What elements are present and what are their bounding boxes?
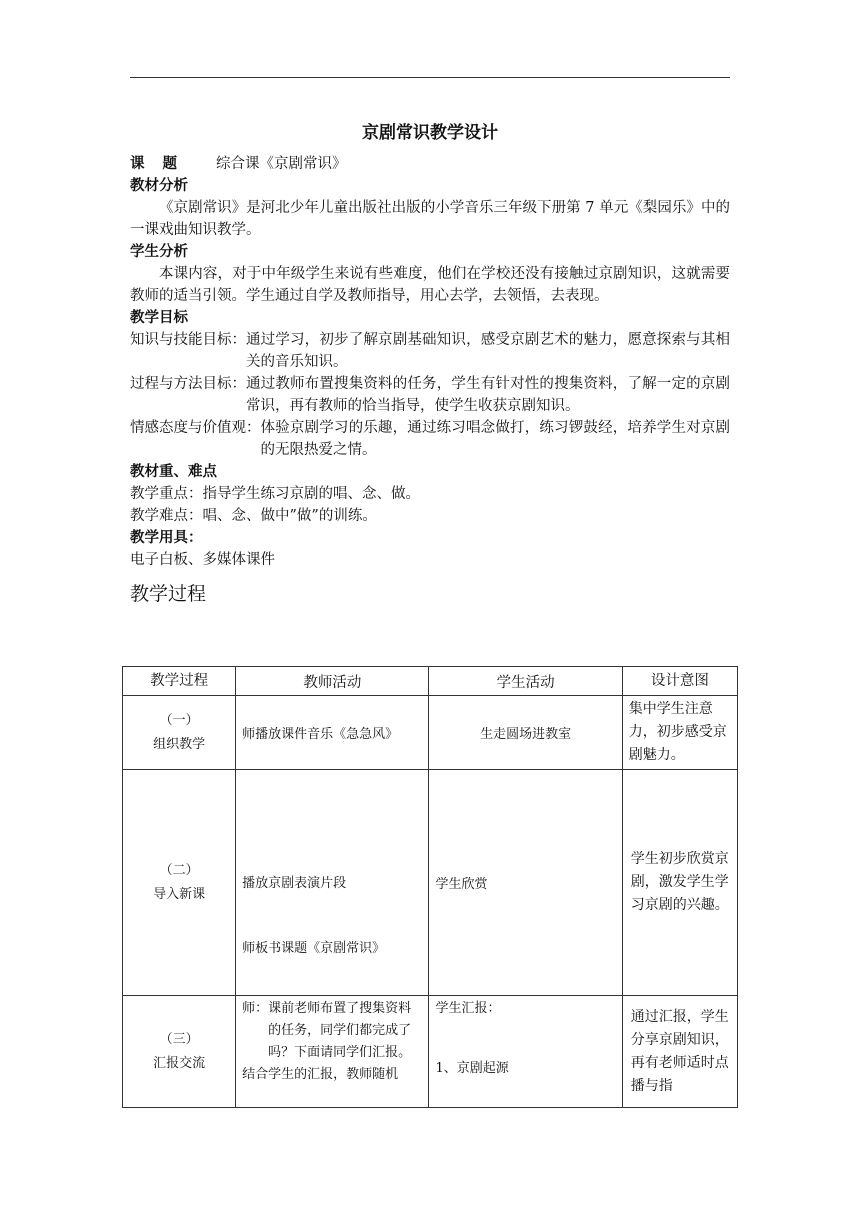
teacher-activity-line: 播放京剧表演片段: [242, 875, 347, 891]
student-activity-line: 1、京剧起源: [435, 1061, 509, 1076]
table-row: [123, 770, 738, 996]
student-analysis-heading: 学生分析: [130, 244, 188, 260]
step-name: 汇报交流: [153, 1055, 206, 1071]
tools-heading: 教学用具：: [130, 530, 203, 546]
student-activity: 学生欣赏: [429, 770, 622, 996]
step-name: 导入新课: [153, 886, 206, 902]
goal-knowledge-label: 知识与技能目标：: [130, 332, 246, 348]
table-row: [123, 696, 738, 770]
subject-value: 综合课《京剧常识》: [216, 156, 347, 172]
header-intent: 设计意图: [622, 667, 737, 696]
goal-process-text: 通过教师布置搜集资料的任务，学生有针对性的搜集资料，了解一定的京剧常识，再有教师的恰当指导，使学生收获京剧知识。: [246, 376, 730, 414]
teacher-activity: [236, 996, 429, 1108]
student-activity: 生走圆场进教室: [429, 696, 622, 770]
teacher-activity: 师播放课件音乐《急急风》: [236, 696, 429, 770]
table-row: [123, 996, 738, 1108]
design-intent: 通过汇报，学生分享京剧知识，再有老师适时点播与指: [622, 996, 737, 1108]
step-cell: [123, 996, 236, 1108]
key-points-heading: 教材重、难点: [130, 464, 217, 480]
goals-heading: 教学目标: [130, 310, 188, 326]
step-cell: [123, 770, 236, 996]
key-point-text: 教学重点：指导学生练习京剧的唱、念、做。: [130, 486, 420, 502]
goal-emotion-label: 情感态度与价值观：: [130, 420, 261, 436]
header-teacher: 教师活动: [236, 667, 429, 696]
document-title: 京剧常识教学设计: [362, 123, 498, 143]
process-table: [122, 666, 738, 1108]
teacher-activity: [236, 770, 429, 996]
step-number: （三）: [159, 1031, 199, 1047]
document-body: [130, 110, 730, 606]
material-analysis-text: 《京剧常识》是河北少年儿童出版社出版的小学音乐三年级下册第 7 单元《梨园乐》中的一课戏曲知识教学。: [130, 200, 730, 238]
header-student: 学生活动: [429, 667, 622, 696]
student-analysis-text: 本课内容，对于中年级学生来说有些难度，他们在学校还没有接触过京剧知识，这就需要教师的适当引领。学生通过自学及教师指导，用心去学，去领悟，去表现。: [130, 266, 730, 304]
subject-line: [130, 153, 730, 175]
design-intent: 集中学生注意力，初步感受京剧魅力。: [622, 696, 737, 770]
subject-label: 课题: [130, 156, 195, 172]
step-number: （一）: [159, 712, 199, 728]
goal-knowledge: [130, 329, 730, 373]
teacher-activity-line: 师板书课题《京剧常识》: [242, 940, 386, 956]
process-heading: 教学过程: [130, 583, 207, 605]
student-activity: [429, 996, 622, 1108]
tools-text: 电子白板、多媒体课件: [130, 552, 275, 568]
step-name: 组织教学: [153, 736, 206, 752]
table-header-row: [123, 667, 738, 696]
goal-emotion: [130, 417, 730, 461]
material-analysis-heading: 教材分析: [130, 178, 188, 194]
goal-emotion-text: 体验京剧学习的乐趣，通过练习唱念做打，练习锣鼓经，培养学生对京剧的无限热爱之情。: [260, 420, 730, 458]
difficult-point-text: 教学难点：唱、念、做中”做”的训练。: [130, 508, 377, 524]
goal-knowledge-text: 通过学习，初步了解京剧基础知识，感受京剧艺术的魅力，愿意探索与其相关的音乐知识。: [246, 332, 730, 370]
step-cell: [123, 696, 236, 770]
student-activity-line: 学生汇报：: [435, 1001, 501, 1016]
design-intent: 学生初步欣赏京剧，激发学生学习京剧的兴趣。: [622, 770, 737, 996]
step-number: （二）: [159, 862, 199, 878]
teacher-activity-line: 师：课前老师布置了搜集资料的任务，同学们都完成了吗？下面请同学们汇报。: [242, 1001, 412, 1060]
header-step: 教学过程: [123, 667, 236, 696]
goal-process: [130, 373, 730, 417]
teacher-activity-line: 结合学生的汇报，教师随机: [242, 1067, 399, 1082]
header-rule: [130, 77, 730, 78]
goal-process-label: 过程与方法目标：: [130, 376, 246, 392]
